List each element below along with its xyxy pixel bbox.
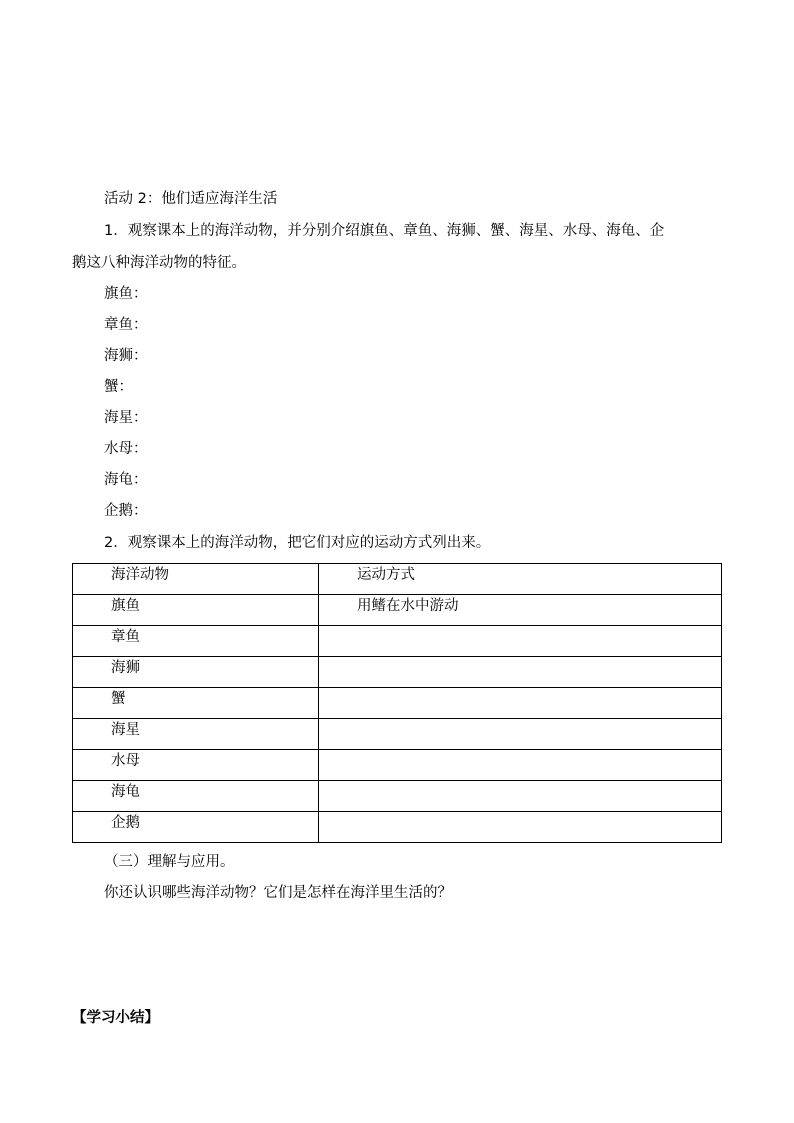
animal-label-6: 水母： [104,441,148,457]
animal-label-8: 企鹅： [104,503,148,519]
table-row [73,626,722,657]
table-cell-movement [319,781,722,812]
table-header-animal: 海洋动物 [73,564,319,595]
table-row [73,595,722,626]
table-row [73,781,722,812]
table-cell-animal: 旗鱼 [73,595,319,626]
table-cell-animal: 水母 [73,750,319,781]
question-1-line-2: 鹅这八种海洋动物的特征。 [72,255,246,271]
table-cell-movement [319,750,722,781]
table-cell-movement: 用鳍在水中游动 [319,595,722,626]
table-cell-movement [319,657,722,688]
learning-summary-heading: 【学习小结】 [72,1010,159,1026]
question-2: 2．观察课本上的海洋动物，把它们对应的运动方式列出来。 [104,535,491,551]
animal-label-3: 海狮： [104,348,148,364]
table-cell-movement [319,719,722,750]
table-cell-animal: 章鱼 [73,626,319,657]
table-header-row [73,564,722,595]
animal-label-4: 蟹： [104,379,133,395]
table-header-movement: 运动方式 [319,564,722,595]
table-cell-animal: 海星 [73,719,319,750]
application-question: 你还认识哪些海洋动物？它们是怎样在海洋里生活的？ [104,885,452,901]
table-row [73,688,722,719]
table-cell-movement [319,812,722,843]
table-row [73,750,722,781]
table-cell-movement [319,688,722,719]
table-cell-animal: 海狮 [73,657,319,688]
section-3-heading: （三）理解与应用。 [104,854,235,870]
table-cell-animal: 海龟 [73,781,319,812]
animal-label-5: 海星： [104,410,148,426]
table-cell-movement [319,626,722,657]
activity-title: 活动 2：他们适应海洋生活 [104,191,278,207]
table-cell-animal: 企鹅 [73,812,319,843]
movement-table [72,563,722,843]
animal-label-2: 章鱼： [104,317,148,333]
animal-label-7: 海龟： [104,472,148,488]
table-row [73,657,722,688]
table-row [73,719,722,750]
table-row [73,812,722,843]
animal-label-1: 旗鱼： [104,286,148,302]
question-1-line-1: 1．观察课本上的海洋动物，并分别介绍旗鱼、章鱼、海狮、蟹、海星、水母、海龟、企 [104,223,665,239]
table-cell-animal: 蟹 [73,688,319,719]
